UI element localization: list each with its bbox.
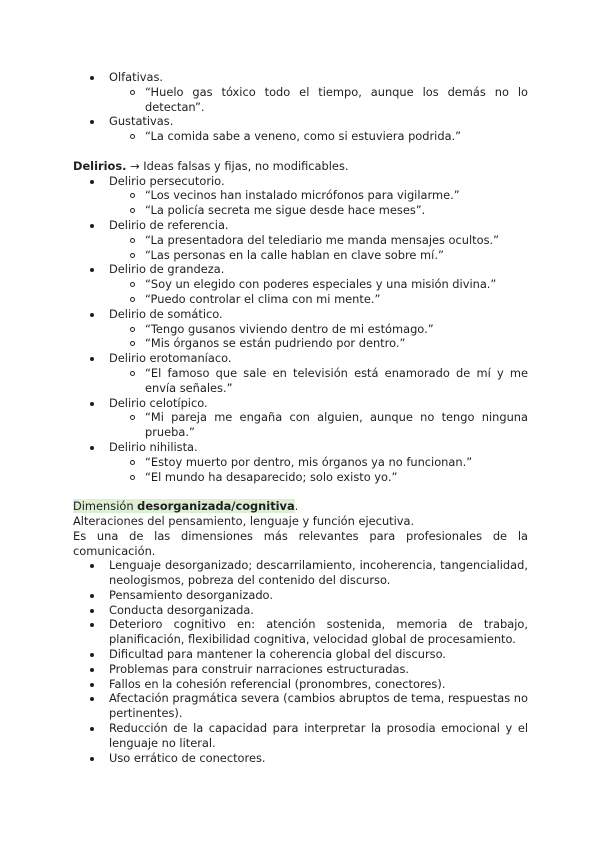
list-item-label: Delirio celotípico. xyxy=(109,395,208,410)
list-item xyxy=(73,351,528,395)
delirios-heading xyxy=(73,159,528,174)
example-item: “Mi pareja me engaña con alguien, aunque no tengo ninguna prueba.” xyxy=(109,410,528,440)
list-item: Problemas para construir narraciones estructuradas. xyxy=(73,662,528,677)
list-item xyxy=(73,440,528,484)
list-item: Conducta desorganizada. xyxy=(73,603,528,618)
delirios-subtitle: → Ideas falsas y fijas, no modificables. xyxy=(126,158,349,173)
example-item: “La presentadora del telediario me manda mensajes ocultos.” xyxy=(109,233,528,248)
list-item xyxy=(73,262,528,306)
example-item: “El mundo ha desaparecido; solo existo yo.” xyxy=(109,470,528,485)
list-item: Deterioro cognitivo en: atención sostenida, memoria de trabajo, planificación, flexibilidad cognitiva, velocidad global de procesamiento. xyxy=(73,617,528,647)
example-item: “La comida sabe a veneno, como si estuviera podrida.” xyxy=(109,129,528,144)
example-item: “Los vecinos han instalado micrófonos para vigilarme.” xyxy=(109,188,528,203)
list-item-label: Delirio persecutorio. xyxy=(109,173,225,188)
document-content xyxy=(73,70,528,765)
list-item: Fallos en la cohesión referencial (pronombres, conectores). xyxy=(73,677,528,692)
example-item: “Soy un elegido con poderes especiales y una misión divina.” xyxy=(109,277,528,292)
list-item: Reducción de la capacidad para interpretar la prosodia emocional y el lenguaje no literal. xyxy=(73,721,528,751)
list-item-label: Delirio de referencia. xyxy=(109,217,229,232)
list-item xyxy=(73,174,528,218)
dimension-title-bold: desorganizada/cognitiva xyxy=(137,499,295,514)
example-item: “Mis órganos se están pudriendo por dentro.” xyxy=(109,336,528,351)
dimension-heading xyxy=(73,499,528,514)
list-item: Dificultad para mantener la coherencia global del discurso. xyxy=(73,647,528,662)
dimension-title-suffix: . xyxy=(294,499,299,514)
example-item: “Estoy muerto por dentro, mis órganos ya no funcionan.” xyxy=(109,455,528,470)
example-item: “Las personas en la calle hablan en clave sobre mí.” xyxy=(109,248,528,263)
sensory-list xyxy=(73,70,528,144)
list-item-label: Olfativas. xyxy=(109,70,164,84)
list-item xyxy=(73,307,528,351)
dimension-list xyxy=(73,558,528,765)
delirios-list xyxy=(73,174,528,485)
example-item: “Puedo controlar el clima con mi mente.” xyxy=(109,292,528,307)
list-item: Lenguaje desorganizado; descarrilamiento, incoherencia, tangencialidad, neologismos, pobreza del contenido del discurso. xyxy=(73,558,528,588)
list-item-label: Delirio erotomaníaco. xyxy=(109,351,232,366)
dimension-title-prefix: Dimensión xyxy=(73,499,138,514)
list-item xyxy=(73,218,528,262)
list-item xyxy=(73,114,528,144)
example-item: “La policía secreta me sigue desde hace meses”. xyxy=(109,203,528,218)
dimension-relevance: Es una de las dimensiones más relevantes para profesionales de la comunicación. xyxy=(73,528,528,558)
dimension-intro: Alteraciones del pensamiento, lenguaje y función ejecutiva. xyxy=(73,513,415,528)
dimension-title-highlight xyxy=(73,499,295,513)
list-item-label: Delirio de grandeza. xyxy=(109,262,225,277)
list-item-label: Delirio nihilista. xyxy=(109,439,198,454)
list-item xyxy=(73,70,528,114)
list-item: Pensamiento desorganizado. xyxy=(73,588,528,603)
list-item-label: Gustativas. xyxy=(109,114,174,129)
example-item: “Huelo gas tóxico todo el tiempo, aunque los demás no lo detectan”. xyxy=(109,85,528,115)
list-item: Afectación pragmática severa (cambios abruptos de tema, respuestas no pertinentes). xyxy=(73,691,528,721)
list-item xyxy=(73,396,528,440)
example-item: “El famoso que sale en televisión está enamorado de mí y me envía señales.” xyxy=(109,366,528,396)
example-item: “Tengo gusanos viviendo dentro de mi estómago.” xyxy=(109,322,528,337)
delirios-title: Delirios. xyxy=(73,158,127,173)
list-item: Uso errático de conectores. xyxy=(73,751,528,766)
list-item-label: Delirio de somático. xyxy=(109,306,223,321)
